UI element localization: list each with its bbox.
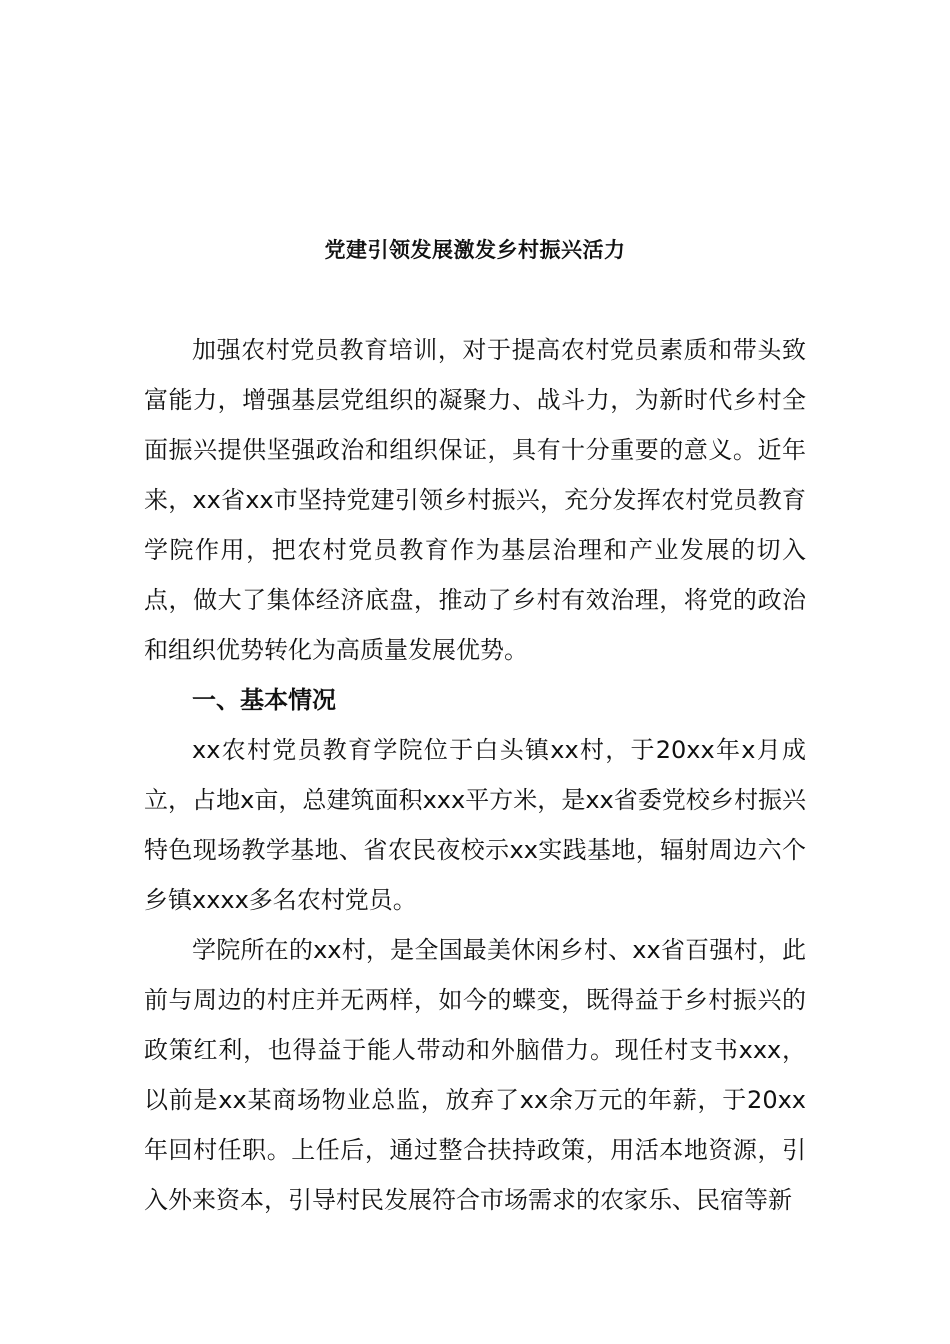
section-heading-basic-situation: 一、基本情况 xyxy=(192,686,336,714)
paragraph-intro: 加强农村党员教育培训，对于提高农村党员素质和带头致富能力，增强基层党组织的凝聚力、战斗力，为新时代乡村全面振兴提供坚强政治和组织保证，具有十分重要的意义。近年来，xx省xx市坚持党建引领乡村振兴，充分发挥农村党员教育学院作用，把农村党员教育作为基层治理和产业发展的切入点，做大了集体经济底盘，推动了乡村有效治理，将党的政治和组织优势转化为高质量发展优势。 xyxy=(144,336,806,664)
paragraph-village-history: 学院所在的xx村，是全国最美休闲乡村、xx省百强村，此前与周边的村庄并无两样，如今的蝶变，既得益于乡村振兴的政策红利，也得益于能人带动和外脑借力。现任村支书xxx，以前是xx某商场物业总监，放弃了xx余万元的年薪，于20xx年回村任职。上任后，通过整合扶持政策，用活本地资源，引入外来资本，引导村民发展符合市场需求的农家乐、民宿等新 xyxy=(144,936,806,1214)
paragraph-academy-overview: xx农村党员教育学院位于白头镇xx村，于20xx年x月成立，占地x亩，总建筑面积xxx平方米，是xx省委党校乡村振兴特色现场教学基地、省农民夜校示xx实践基地，辐射周边六个乡镇xxxx多名农村党员。 xyxy=(144,736,806,914)
document-title: 党建引领发展激发乡村振兴活力 xyxy=(324,238,626,262)
document-body xyxy=(144,325,806,1225)
